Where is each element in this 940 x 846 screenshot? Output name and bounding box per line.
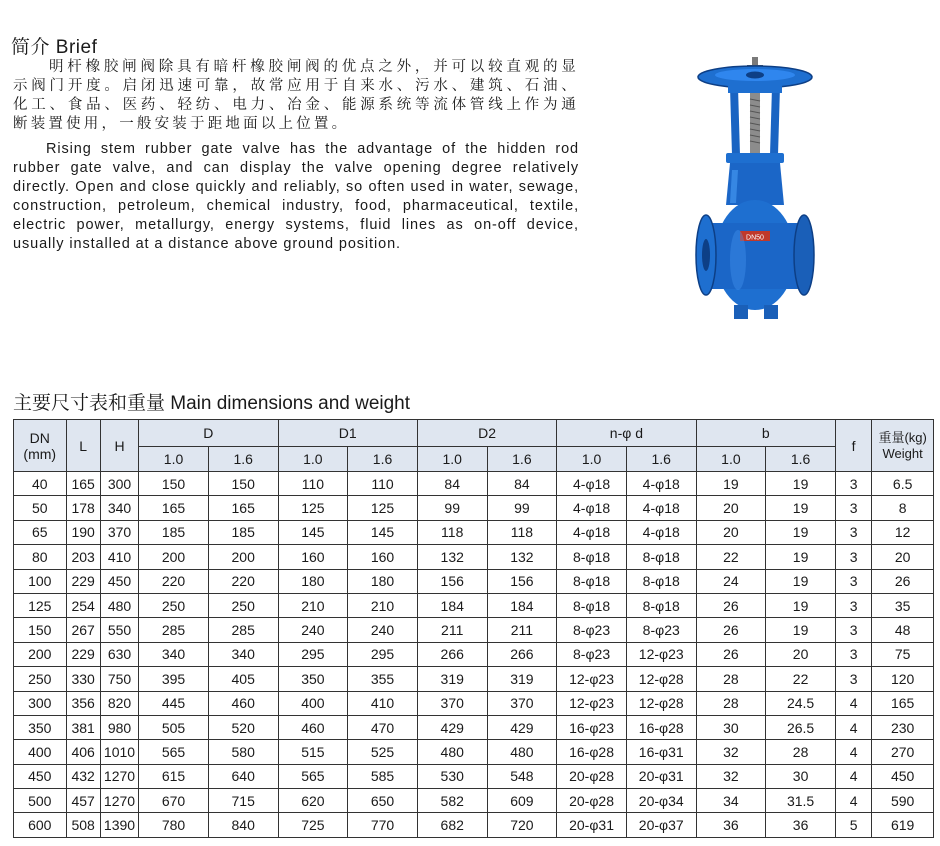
table-cell: 4-φ18: [557, 472, 627, 496]
table-cell: 405: [208, 667, 278, 691]
table-row: [14, 715, 934, 739]
table-row: [14, 496, 934, 520]
table-cell: 460: [278, 715, 348, 739]
table-cell: 156: [417, 569, 487, 593]
table-cell: 3: [835, 593, 871, 617]
table-cell: 270: [872, 740, 934, 764]
table-cell: 40: [14, 472, 67, 496]
table-cell: 118: [417, 520, 487, 544]
table-cell: 84: [417, 472, 487, 496]
table-cell: 19: [766, 496, 836, 520]
table-cell: 3: [835, 496, 871, 520]
table-cell: 178: [66, 496, 100, 520]
header-d2: D2: [417, 420, 556, 447]
table-cell: 20-φ34: [626, 789, 696, 813]
table-cell: 24: [696, 569, 766, 593]
table-cell: 266: [417, 642, 487, 666]
header-weight: 重量(kg) Weight: [872, 420, 934, 472]
table-row: [14, 764, 934, 788]
table-cell: 720: [487, 813, 557, 837]
table-cell: 609: [487, 789, 557, 813]
table-cell: 30: [766, 764, 836, 788]
header-pressure: 1.6: [348, 447, 418, 472]
table-cell: 26: [696, 593, 766, 617]
table-cell: 4: [835, 691, 871, 715]
table-cell: 410: [100, 545, 138, 569]
table-cell: 445: [139, 691, 209, 715]
table-cell: 210: [278, 593, 348, 617]
table-cell: 370: [487, 691, 557, 715]
table-cell: 32: [696, 764, 766, 788]
table-cell: 350: [278, 667, 348, 691]
table-cell: 16-φ23: [557, 715, 627, 739]
table-cell: 548: [487, 764, 557, 788]
table-cell: 132: [487, 545, 557, 569]
table-cell: 230: [872, 715, 934, 739]
table-cell: 5: [835, 813, 871, 837]
table-cell: 165: [139, 496, 209, 520]
table-cell: 24.5: [766, 691, 836, 715]
header-n-phi-d: n-φ d: [557, 420, 696, 447]
table-cell: 8: [872, 496, 934, 520]
table-cell: 980: [100, 715, 138, 739]
header-pressure: 1.0: [417, 447, 487, 472]
table-cell: 20: [696, 520, 766, 544]
table-cell: 20: [872, 545, 934, 569]
table-row: [14, 618, 934, 642]
table-cell: 200: [139, 545, 209, 569]
table-cell: 370: [100, 520, 138, 544]
table-cell: 750: [100, 667, 138, 691]
brief-title: 简介 Brief: [11, 37, 98, 58]
table-cell: 285: [139, 618, 209, 642]
table-cell: 200: [208, 545, 278, 569]
table-cell: 4-φ18: [557, 520, 627, 544]
table-cell: 20-φ28: [557, 789, 627, 813]
table-cell: 65: [14, 520, 67, 544]
table-cell: 34: [696, 789, 766, 813]
table-cell: 457: [66, 789, 100, 813]
table-cell: 400: [278, 691, 348, 715]
header-pressure: 1.0: [278, 447, 348, 472]
header-d: D: [139, 420, 278, 447]
table-cell: 429: [487, 715, 557, 739]
table-cell: 356: [66, 691, 100, 715]
header-dn: DN (mm): [14, 420, 67, 472]
table-cell: 619: [872, 813, 934, 837]
table-cell: 185: [139, 520, 209, 544]
table-cell: 4: [835, 740, 871, 764]
table-cell: 100: [14, 569, 67, 593]
table-cell: 582: [417, 789, 487, 813]
table-cell: 585: [348, 764, 418, 788]
table-cell: 19: [766, 593, 836, 617]
header-h: H: [100, 420, 138, 472]
table-cell: 565: [278, 764, 348, 788]
table-cell: 165: [66, 472, 100, 496]
header-pressure: 1.6: [626, 447, 696, 472]
table-cell: 480: [487, 740, 557, 764]
header-pressure: 1.6: [208, 447, 278, 472]
table-cell: 26.5: [766, 715, 836, 739]
table-row: [14, 740, 934, 764]
table-cell: 165: [208, 496, 278, 520]
table-cell: 682: [417, 813, 487, 837]
table-cell: 550: [100, 618, 138, 642]
header-f: f: [835, 420, 871, 472]
table-cell: 8-φ18: [557, 545, 627, 569]
table-cell: 285: [208, 618, 278, 642]
table-cell: 6.5: [872, 472, 934, 496]
header-b: b: [696, 420, 835, 447]
table-cell: 160: [278, 545, 348, 569]
table-row: [14, 691, 934, 715]
table-cell: 8-φ23: [557, 618, 627, 642]
table-cell: 12-φ28: [626, 667, 696, 691]
table-cell: 480: [100, 593, 138, 617]
table-cell: 254: [66, 593, 100, 617]
table-cell: 4-φ18: [626, 496, 696, 520]
table-cell: 211: [487, 618, 557, 642]
table-cell: 20-φ31: [557, 813, 627, 837]
table-cell: 20: [766, 642, 836, 666]
table-cell: 300: [100, 472, 138, 496]
table-cell: 75: [872, 642, 934, 666]
table-cell: 12-φ23: [557, 667, 627, 691]
table-cell: 470: [348, 715, 418, 739]
table-cell: 450: [872, 764, 934, 788]
brief-en-paragraph: Rising stem rubber gate valve has the advantage of the hidden rod rubber gate valve, and can display the valve opening degree relatively directly. Open and close quickly and reliably, so often used in water, sewage, construction, petroleum, chemical industry, food, pharmaceutical, textile, electric power, metallurgy, energy systems, fluid lines as on-off device, usually installed at a distance above ground position.: [13, 141, 579, 252]
table-cell: 19: [766, 569, 836, 593]
table-cell: 480: [417, 740, 487, 764]
header-pressure: 1.6: [766, 447, 836, 472]
table-cell: 3: [835, 472, 871, 496]
table-cell: 160: [348, 545, 418, 569]
table-cell: 340: [208, 642, 278, 666]
header-row-2: [14, 447, 934, 472]
table-cell: 350: [14, 715, 67, 739]
table-cell: 3: [835, 642, 871, 666]
table-cell: 35: [872, 593, 934, 617]
table-cell: 150: [14, 618, 67, 642]
table-cell: 200: [14, 642, 67, 666]
table-cell: 16-φ31: [626, 740, 696, 764]
table-cell: 12-φ23: [626, 642, 696, 666]
table-cell: 250: [208, 593, 278, 617]
table-cell: 36: [766, 813, 836, 837]
header-l: L: [66, 420, 100, 472]
table-cell: 12: [872, 520, 934, 544]
table-cell: 28: [766, 740, 836, 764]
table-cell: 508: [66, 813, 100, 837]
table-cell: 1270: [100, 764, 138, 788]
table-cell: 4: [835, 764, 871, 788]
table-cell: 520: [208, 715, 278, 739]
table-cell: 3: [835, 545, 871, 569]
table-cell: 26: [872, 569, 934, 593]
table-cell: 3: [835, 569, 871, 593]
table-cell: 400: [14, 740, 67, 764]
table-cell: 110: [348, 472, 418, 496]
table-cell: 50: [14, 496, 67, 520]
table-cell: 184: [417, 593, 487, 617]
table-cell: 19: [766, 545, 836, 569]
table-cell: 630: [100, 642, 138, 666]
table-cell: 406: [66, 740, 100, 764]
table-cell: 8-φ18: [557, 593, 627, 617]
table-cell: 19: [696, 472, 766, 496]
table-cell: 229: [66, 642, 100, 666]
table-cell: 26: [696, 642, 766, 666]
table-cell: 19: [766, 618, 836, 642]
table-cell: 99: [487, 496, 557, 520]
table-cell: 22: [766, 667, 836, 691]
table-cell: 4-φ18: [626, 520, 696, 544]
table-cell: 500: [14, 789, 67, 813]
table-cell: 20-φ28: [557, 764, 627, 788]
table-row: [14, 569, 934, 593]
table-cell: 4: [835, 789, 871, 813]
table-cell: 26: [696, 618, 766, 642]
dimensions-table: [13, 419, 934, 838]
table-row: [14, 813, 934, 837]
table-cell: 220: [139, 569, 209, 593]
table-row: [14, 472, 934, 496]
table-row: [14, 593, 934, 617]
table-cell: 19: [766, 520, 836, 544]
table-cell: 99: [417, 496, 487, 520]
table-cell: 19: [766, 472, 836, 496]
table-cell: 220: [208, 569, 278, 593]
table-row: [14, 520, 934, 544]
table-cell: 530: [417, 764, 487, 788]
table-cell: 340: [139, 642, 209, 666]
table-cell: 125: [348, 496, 418, 520]
table-cell: 110: [278, 472, 348, 496]
table-cell: 16-φ28: [557, 740, 627, 764]
table-cell: 132: [417, 545, 487, 569]
table-cell: 615: [139, 764, 209, 788]
table-cell: 381: [66, 715, 100, 739]
table-cell: 150: [208, 472, 278, 496]
table-cell: 118: [487, 520, 557, 544]
table-cell: 8-φ23: [626, 618, 696, 642]
table-cell: 725: [278, 813, 348, 837]
table-cell: 12-φ23: [557, 691, 627, 715]
header-d1: D1: [278, 420, 417, 447]
table-cell: 203: [66, 545, 100, 569]
table-cell: 650: [348, 789, 418, 813]
table-cell: 1270: [100, 789, 138, 813]
table-cell: 370: [417, 691, 487, 715]
table-cell: 1010: [100, 740, 138, 764]
table-cell: 450: [14, 764, 67, 788]
table-body: [14, 472, 934, 838]
header-pressure: 1.6: [487, 447, 557, 472]
table-cell: 525: [348, 740, 418, 764]
table-cell: 22: [696, 545, 766, 569]
table-cell: 770: [348, 813, 418, 837]
table-cell: 4-φ18: [557, 496, 627, 520]
table-cell: 28: [696, 667, 766, 691]
table-cell: 31.5: [766, 789, 836, 813]
table-cell: 330: [66, 667, 100, 691]
table-cell: 590: [872, 789, 934, 813]
table-cell: 780: [139, 813, 209, 837]
table-cell: 211: [417, 618, 487, 642]
table-cell: 300: [14, 691, 67, 715]
table-cell: 4-φ18: [626, 472, 696, 496]
table-cell: 429: [417, 715, 487, 739]
table-row: [14, 667, 934, 691]
table-cell: 20-φ31: [626, 764, 696, 788]
brief-cn-paragraph: 明杆橡胶闸阀除具有暗杆橡胶闸阀的优点之外，并可以较直观的显示阀门开度。启闭迅速可靠，故常应用于自来水、污水、建筑、石油、化工、食品、医药、轻纺、电力、冶金、能源系统等流体管线上作为通断装置使用，一般安装于距地面以上位置。: [13, 59, 579, 132]
table-cell: 145: [278, 520, 348, 544]
table-cell: 565: [139, 740, 209, 764]
table-cell: 48: [872, 618, 934, 642]
table-cell: 8-φ18: [626, 545, 696, 569]
table-cell: 395: [139, 667, 209, 691]
table-cell: 8-φ23: [557, 642, 627, 666]
header-pressure: 1.0: [557, 447, 627, 472]
table-cell: 267: [66, 618, 100, 642]
table-cell: 3: [835, 667, 871, 691]
table-cell: 670: [139, 789, 209, 813]
table-cell: 250: [139, 593, 209, 617]
table-cell: 580: [208, 740, 278, 764]
table-cell: 240: [278, 618, 348, 642]
table-cell: 295: [278, 642, 348, 666]
table-cell: 8-φ18: [626, 593, 696, 617]
table-cell: 8-φ18: [626, 569, 696, 593]
table-cell: 8-φ18: [557, 569, 627, 593]
table-cell: 600: [14, 813, 67, 837]
table-cell: 319: [487, 667, 557, 691]
table-cell: 12-φ28: [626, 691, 696, 715]
table-cell: 240: [348, 618, 418, 642]
table-cell: 3: [835, 520, 871, 544]
table-cell: 36: [696, 813, 766, 837]
table-cell: 515: [278, 740, 348, 764]
table-cell: 620: [278, 789, 348, 813]
table-cell: 84: [487, 472, 557, 496]
header-pressure: 1.0: [139, 447, 209, 472]
table-cell: 180: [278, 569, 348, 593]
table-cell: 4: [835, 715, 871, 739]
table-cell: 319: [417, 667, 487, 691]
table-cell: 640: [208, 764, 278, 788]
table-cell: 150: [139, 472, 209, 496]
table-cell: 120: [872, 667, 934, 691]
gate-valve-image: [690, 55, 820, 345]
table-cell: 266: [487, 642, 557, 666]
table-cell: 156: [487, 569, 557, 593]
table-cell: 125: [278, 496, 348, 520]
table-cell: 229: [66, 569, 100, 593]
table-cell: 145: [348, 520, 418, 544]
table-row: [14, 642, 934, 666]
table-cell: 340: [100, 496, 138, 520]
table-cell: 715: [208, 789, 278, 813]
table-cell: 1390: [100, 813, 138, 837]
table-cell: 450: [100, 569, 138, 593]
table-cell: 410: [348, 691, 418, 715]
table-cell: 820: [100, 691, 138, 715]
table-cell: 432: [66, 764, 100, 788]
table-cell: 505: [139, 715, 209, 739]
svg-text:DN50: DN50: [746, 234, 764, 242]
table-cell: 32: [696, 740, 766, 764]
header-pressure: 1.0: [696, 447, 766, 472]
table-cell: 184: [487, 593, 557, 617]
table-cell: 180: [348, 569, 418, 593]
table-cell: 3: [835, 618, 871, 642]
table-cell: 80: [14, 545, 67, 569]
table-cell: 20-φ37: [626, 813, 696, 837]
table-cell: 20: [696, 496, 766, 520]
table-cell: 355: [348, 667, 418, 691]
table-cell: 28: [696, 691, 766, 715]
table-cell: 125: [14, 593, 67, 617]
table-cell: 295: [348, 642, 418, 666]
table-cell: 840: [208, 813, 278, 837]
table-cell: 250: [14, 667, 67, 691]
table-cell: 30: [696, 715, 766, 739]
table-row: [14, 545, 934, 569]
table-cell: 185: [208, 520, 278, 544]
table-row: [14, 789, 934, 813]
header-row-1: [14, 420, 934, 447]
table-title: 主要尺寸表和重量 Main dimensions and weight: [13, 393, 411, 414]
table-cell: 210: [348, 593, 418, 617]
table-cell: 460: [208, 691, 278, 715]
table-cell: 165: [872, 691, 934, 715]
table-cell: 190: [66, 520, 100, 544]
table-cell: 16-φ28: [626, 715, 696, 739]
